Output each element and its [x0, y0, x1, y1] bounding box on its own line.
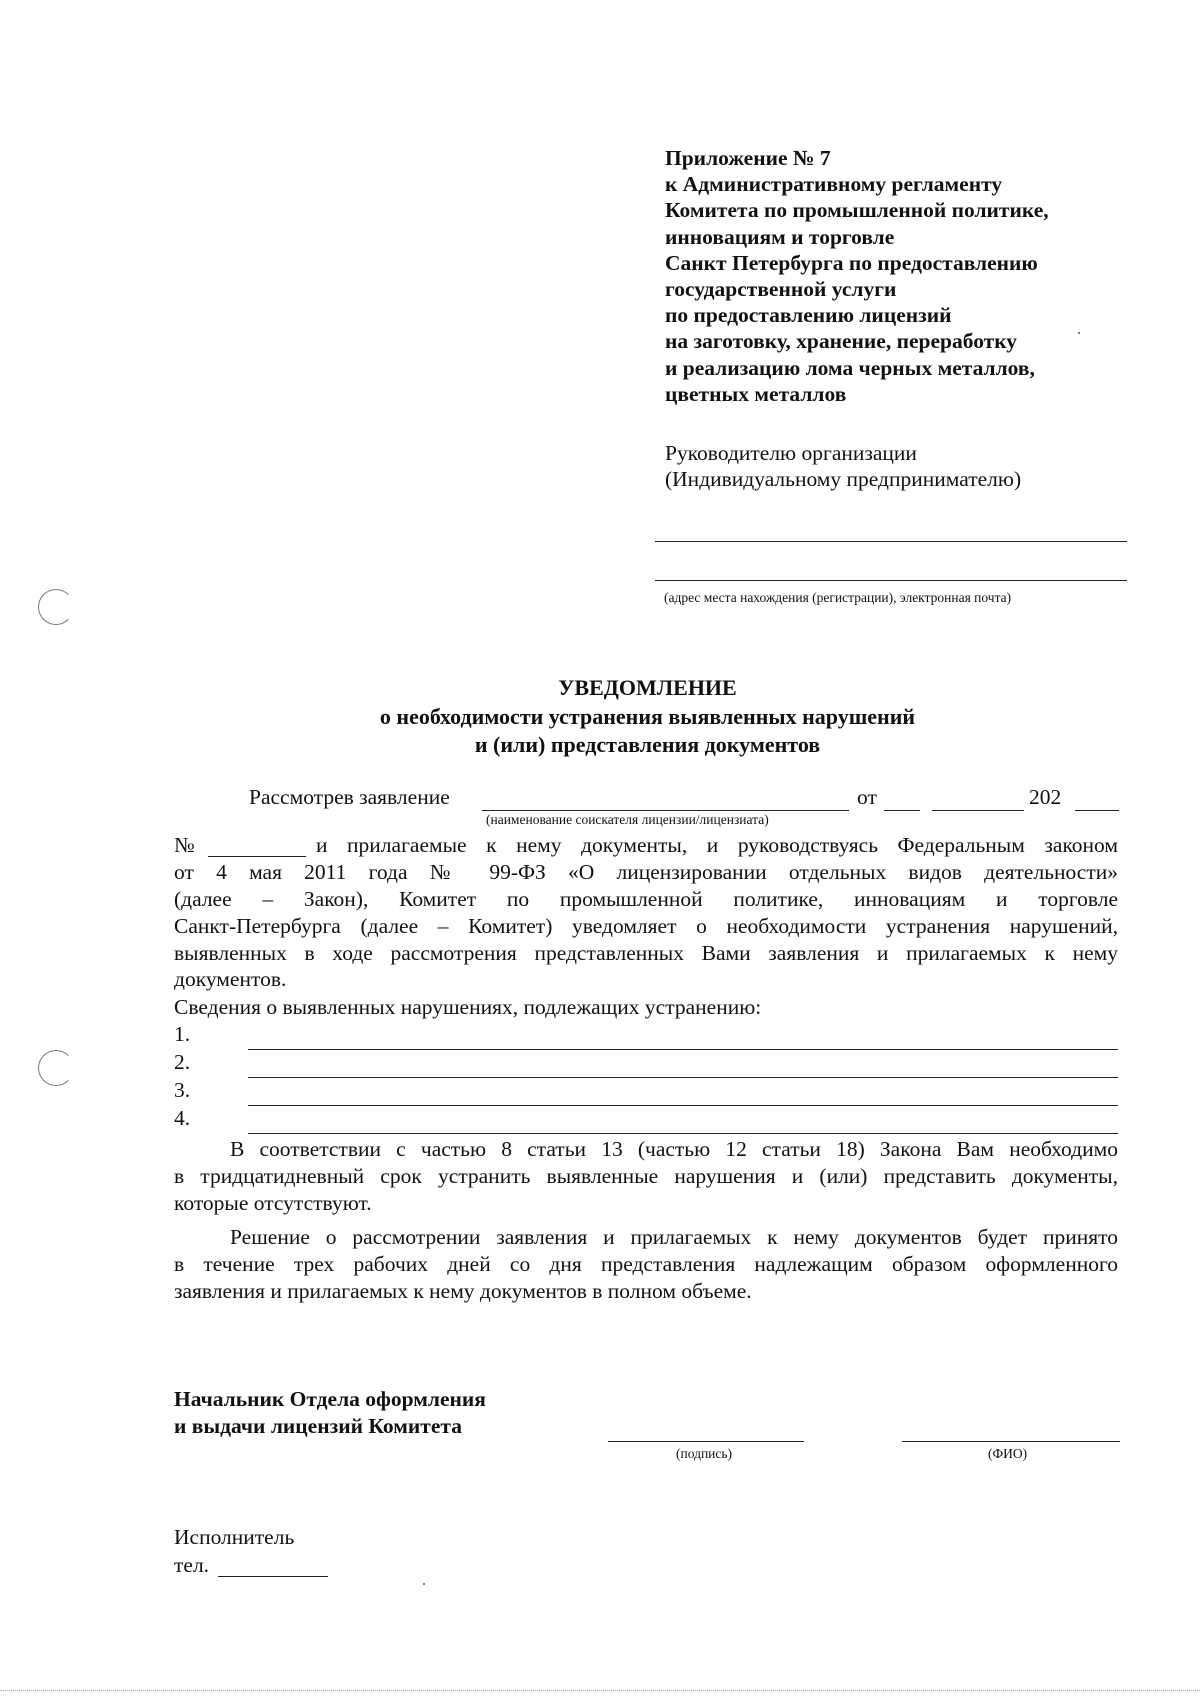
- deadline-text-last-line: которые отсутствуют.: [174, 1191, 372, 1215]
- intro-text-line: Санкт-Петербурга (далее – Комитет) уведомляет о необходимости устранения нарушений,: [174, 914, 1118, 938]
- recipient-address-field[interactable]: [655, 580, 1127, 581]
- recipient-name-field[interactable]: [655, 541, 1127, 542]
- signer-position: и выдачи лицензий Комитета: [174, 1414, 462, 1438]
- appendix-line: инновациям и торговле: [665, 224, 895, 249]
- deadline-text-line: в тридцатидневный срок устранить выявленные нарушения и (или) представить документы,: [174, 1164, 1118, 1188]
- phone-field[interactable]: [218, 1576, 328, 1577]
- appendix-block: [665, 145, 1049, 407]
- violation-number: 4.: [174, 1106, 191, 1130]
- appendix-line: к Административному регламенту: [665, 172, 1003, 197]
- violation-number: 1.: [174, 1022, 191, 1046]
- violation-field-1[interactable]: [248, 1049, 1118, 1050]
- intro-text-line: и прилагаемые к нему документы, и руководствуясь Федеральным законом: [316, 833, 1118, 857]
- number-sign: №: [174, 833, 195, 857]
- executor-label: Исполнитель: [174, 1525, 295, 1549]
- decision-text-last-line: заявления и прилагаемых к нему документов в полном объеме.: [174, 1279, 752, 1303]
- signer-position: Начальник Отдела оформления: [174, 1387, 486, 1411]
- applicant-caption: (наименование соискателя лицензии/лицензиата): [486, 812, 769, 827]
- name-caption: (ФИО): [988, 1446, 1028, 1461]
- violation-number: 3.: [174, 1078, 191, 1102]
- date-month-field[interactable]: [932, 810, 1024, 811]
- signature-caption: (подпись): [676, 1446, 733, 1461]
- appendix-line: Приложение № 7: [665, 146, 831, 170]
- appendix-line: Комитета по промышленной политике,: [665, 198, 1049, 223]
- appendix-line: Санкт Петербурга по предоставлению: [665, 250, 1038, 275]
- date-year-field[interactable]: [1075, 810, 1119, 811]
- appendix-line: на заготовку, хранение, переработку: [665, 329, 1018, 354]
- punch-hole-top: [38, 589, 74, 625]
- appendix-line: и реализацию лома черных металлов,: [665, 355, 1035, 380]
- appendix-line: цветных металлов: [665, 381, 847, 406]
- intro-text-last-line: документов.: [174, 967, 287, 991]
- date-day-field[interactable]: [884, 810, 920, 811]
- scan-speck: [1078, 332, 1080, 334]
- signature-field[interactable]: [608, 1441, 804, 1442]
- deadline-text-line: В соответствии с частью 8 статьи 13 (частью 12 статьи 18) Закона Вам необходимо: [230, 1137, 1118, 1161]
- document-subtitle: о необходимости устранения выявленных нарушений: [379, 704, 916, 729]
- signer-name-field[interactable]: [902, 1441, 1120, 1442]
- recipient-block: [665, 440, 1021, 492]
- phone-label: тел.: [174, 1553, 210, 1577]
- recipient-line: (Индивидуальному предпринимателю): [665, 467, 1022, 491]
- intro-text-line: (далее – Закон), Комитет по промышленной политике, инновациям и торговле: [174, 887, 1118, 911]
- violation-number: 2.: [174, 1050, 191, 1074]
- application-number-field[interactable]: [208, 856, 306, 857]
- violation-field-4[interactable]: [248, 1133, 1118, 1134]
- decision-text-line: Решение о рассмотрении заявления и прилагаемых к нему документов будет принято: [230, 1225, 1118, 1249]
- intro-text-line: от 4 мая 2011 года № 99-ФЗ «О лицензировании отдельных видов деятельности»: [174, 860, 1118, 884]
- address-caption: (адрес места нахождения (регистрации), электронная почта): [664, 590, 1012, 605]
- punch-hole-bottom: [38, 1050, 74, 1086]
- scan-bottom-edge: [0, 1690, 1200, 1691]
- decision-text-line: в течение трех рабочих дней со дня представления надлежащим образом оформленного: [174, 1252, 1118, 1276]
- document-subtitle: и (или) представления документов: [474, 732, 821, 757]
- date-year-prefix: 202: [1029, 785, 1062, 809]
- date-from-label: от: [857, 785, 877, 809]
- document-title: УВЕДОМЛЕНИЕ: [558, 675, 737, 700]
- intro-text-line: выявленных в ходе рассмотрения представленных Вами заявления и прилагаемых к нему: [174, 941, 1118, 965]
- scan-speck: [423, 1583, 425, 1585]
- applicant-name-field[interactable]: [482, 810, 849, 811]
- appendix-line: государственной услуги: [665, 277, 897, 302]
- considered-label: Рассмотрев заявление: [249, 785, 450, 809]
- appendix-line: по предоставлению лицензий: [665, 303, 952, 328]
- recipient-line: Руководителю организации: [665, 441, 917, 465]
- violations-heading: Сведения о выявленных нарушениях, подлежащих устранению:: [174, 995, 762, 1019]
- violation-field-2[interactable]: [248, 1077, 1118, 1078]
- violation-field-3[interactable]: [248, 1105, 1118, 1106]
